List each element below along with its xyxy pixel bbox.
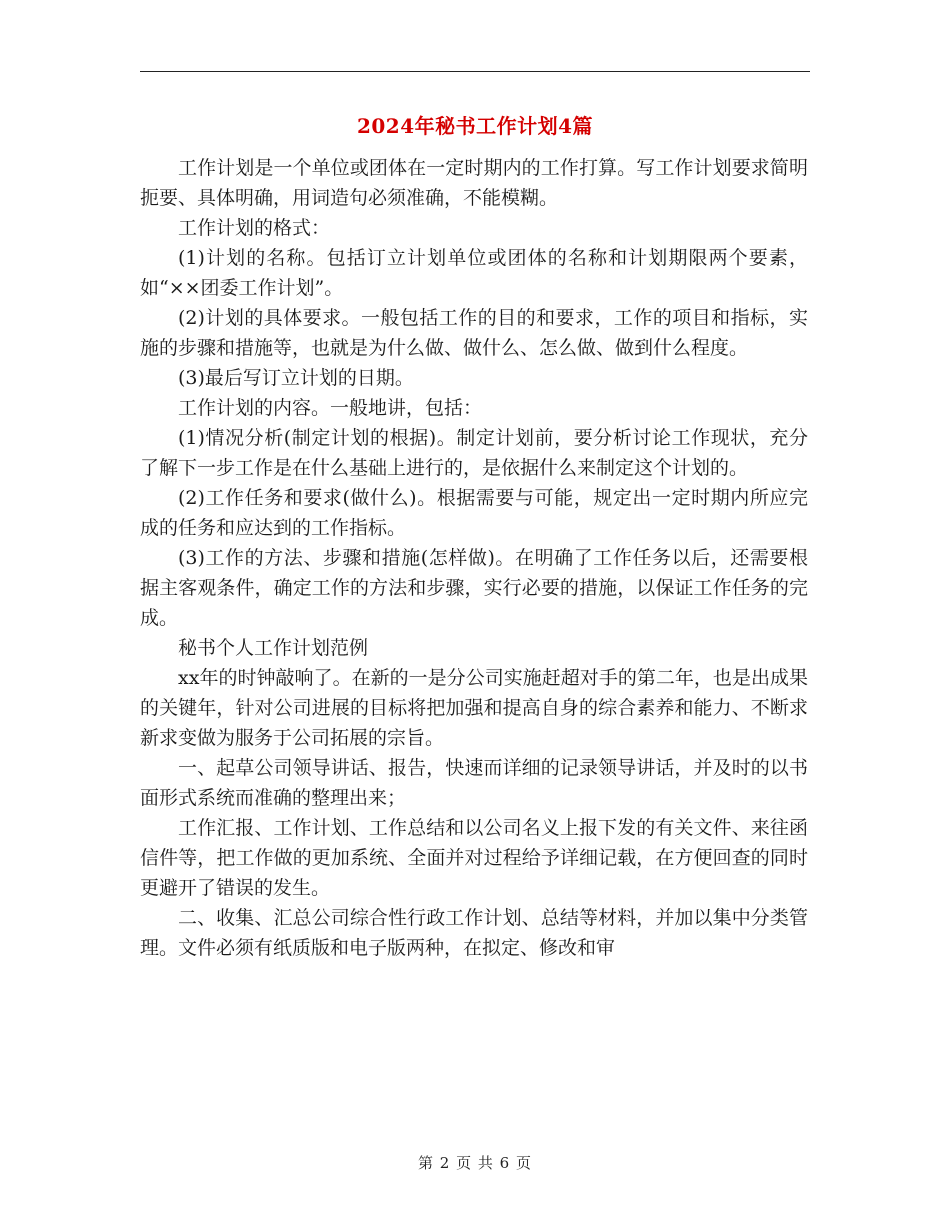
paragraph-intro: 工作计划是一个单位或团体在一定时期内的工作打算。写工作计划要求简明扼要、具体明确，用词造句必须准确，不能模糊。 [140, 157, 808, 209]
paragraph-format-3: (3)最后写订立计划的日期。 [178, 367, 414, 389]
paragraph-task-1-detail: 工作汇报、工作计划、工作总结和以公司名义上报下发的有关文件、来往函信件等，把工作做的更加系统、全面并对过程给予详细记载，在方便回查的同时更避开了错误的发生。 [140, 817, 808, 899]
document-body [140, 153, 808, 963]
document-title: 2024年秘书工作计划4篇 [356, 114, 594, 138]
paragraph-format-heading: 工作计划的格式： [178, 217, 331, 239]
paragraph-task-1: 一、起草公司领导讲话、报告，快速而详细的记录领导讲话，并及时的以书面形式系统而准确的整理出来； [140, 757, 808, 809]
paragraph-content-2: (2)工作任务和要求(做什么)。根据需要与可能，规定出一定时期内所应完成的任务和应达到的工作指标。 [140, 487, 808, 539]
paragraph-content-1: (1)情况分析(制定计划的根据)。制定计划前，要分析讨论工作现状，充分了解下一步工作是在什么基础上进行的，是依据什么来制定这个计划的。 [140, 427, 808, 479]
paragraph-format-1: (1)计划的名称。包括订立计划单位或团体的名称和计划期限两个要素，如“××团委工作计划”。 [140, 247, 808, 299]
paragraph-example-intro: xx年的时钟敲响了。在新的一是分公司实施赶超对手的第二年，也是出成果的关键年，针对公司进展的目标将把加强和提高自身的综合素养和能力、不断求新求变做为服务于公司拓展的宗旨。 [140, 667, 808, 749]
paragraph-format-2: (2)计划的具体要求。一般包括工作的目的和要求，工作的项目和指标，实施的步骤和措施等，也就是为什么做、做什么、怎么做、做到什么程度。 [140, 307, 808, 359]
header-rule [140, 71, 810, 72]
paragraph-example-heading: 秘书个人工作计划范例 [178, 637, 369, 659]
paragraph-content-3: (3)工作的方法、步骤和措施(怎样做)。在明确了工作任务以后，还需要根据主客观条件，确定工作的方法和步骤，实行必要的措施，以保证工作任务的完成。 [140, 547, 808, 629]
paragraph-task-2: 二、收集、汇总公司综合性行政工作计划、总结等材料，并加以集中分类管理。文件必须有纸质版和电子版两种，在拟定、修改和审 [140, 907, 808, 959]
page-number: 第 2 页 共 6 页 [418, 1154, 532, 1172]
paragraph-content-heading: 工作计划的内容。一般地讲，包括： [178, 397, 483, 419]
